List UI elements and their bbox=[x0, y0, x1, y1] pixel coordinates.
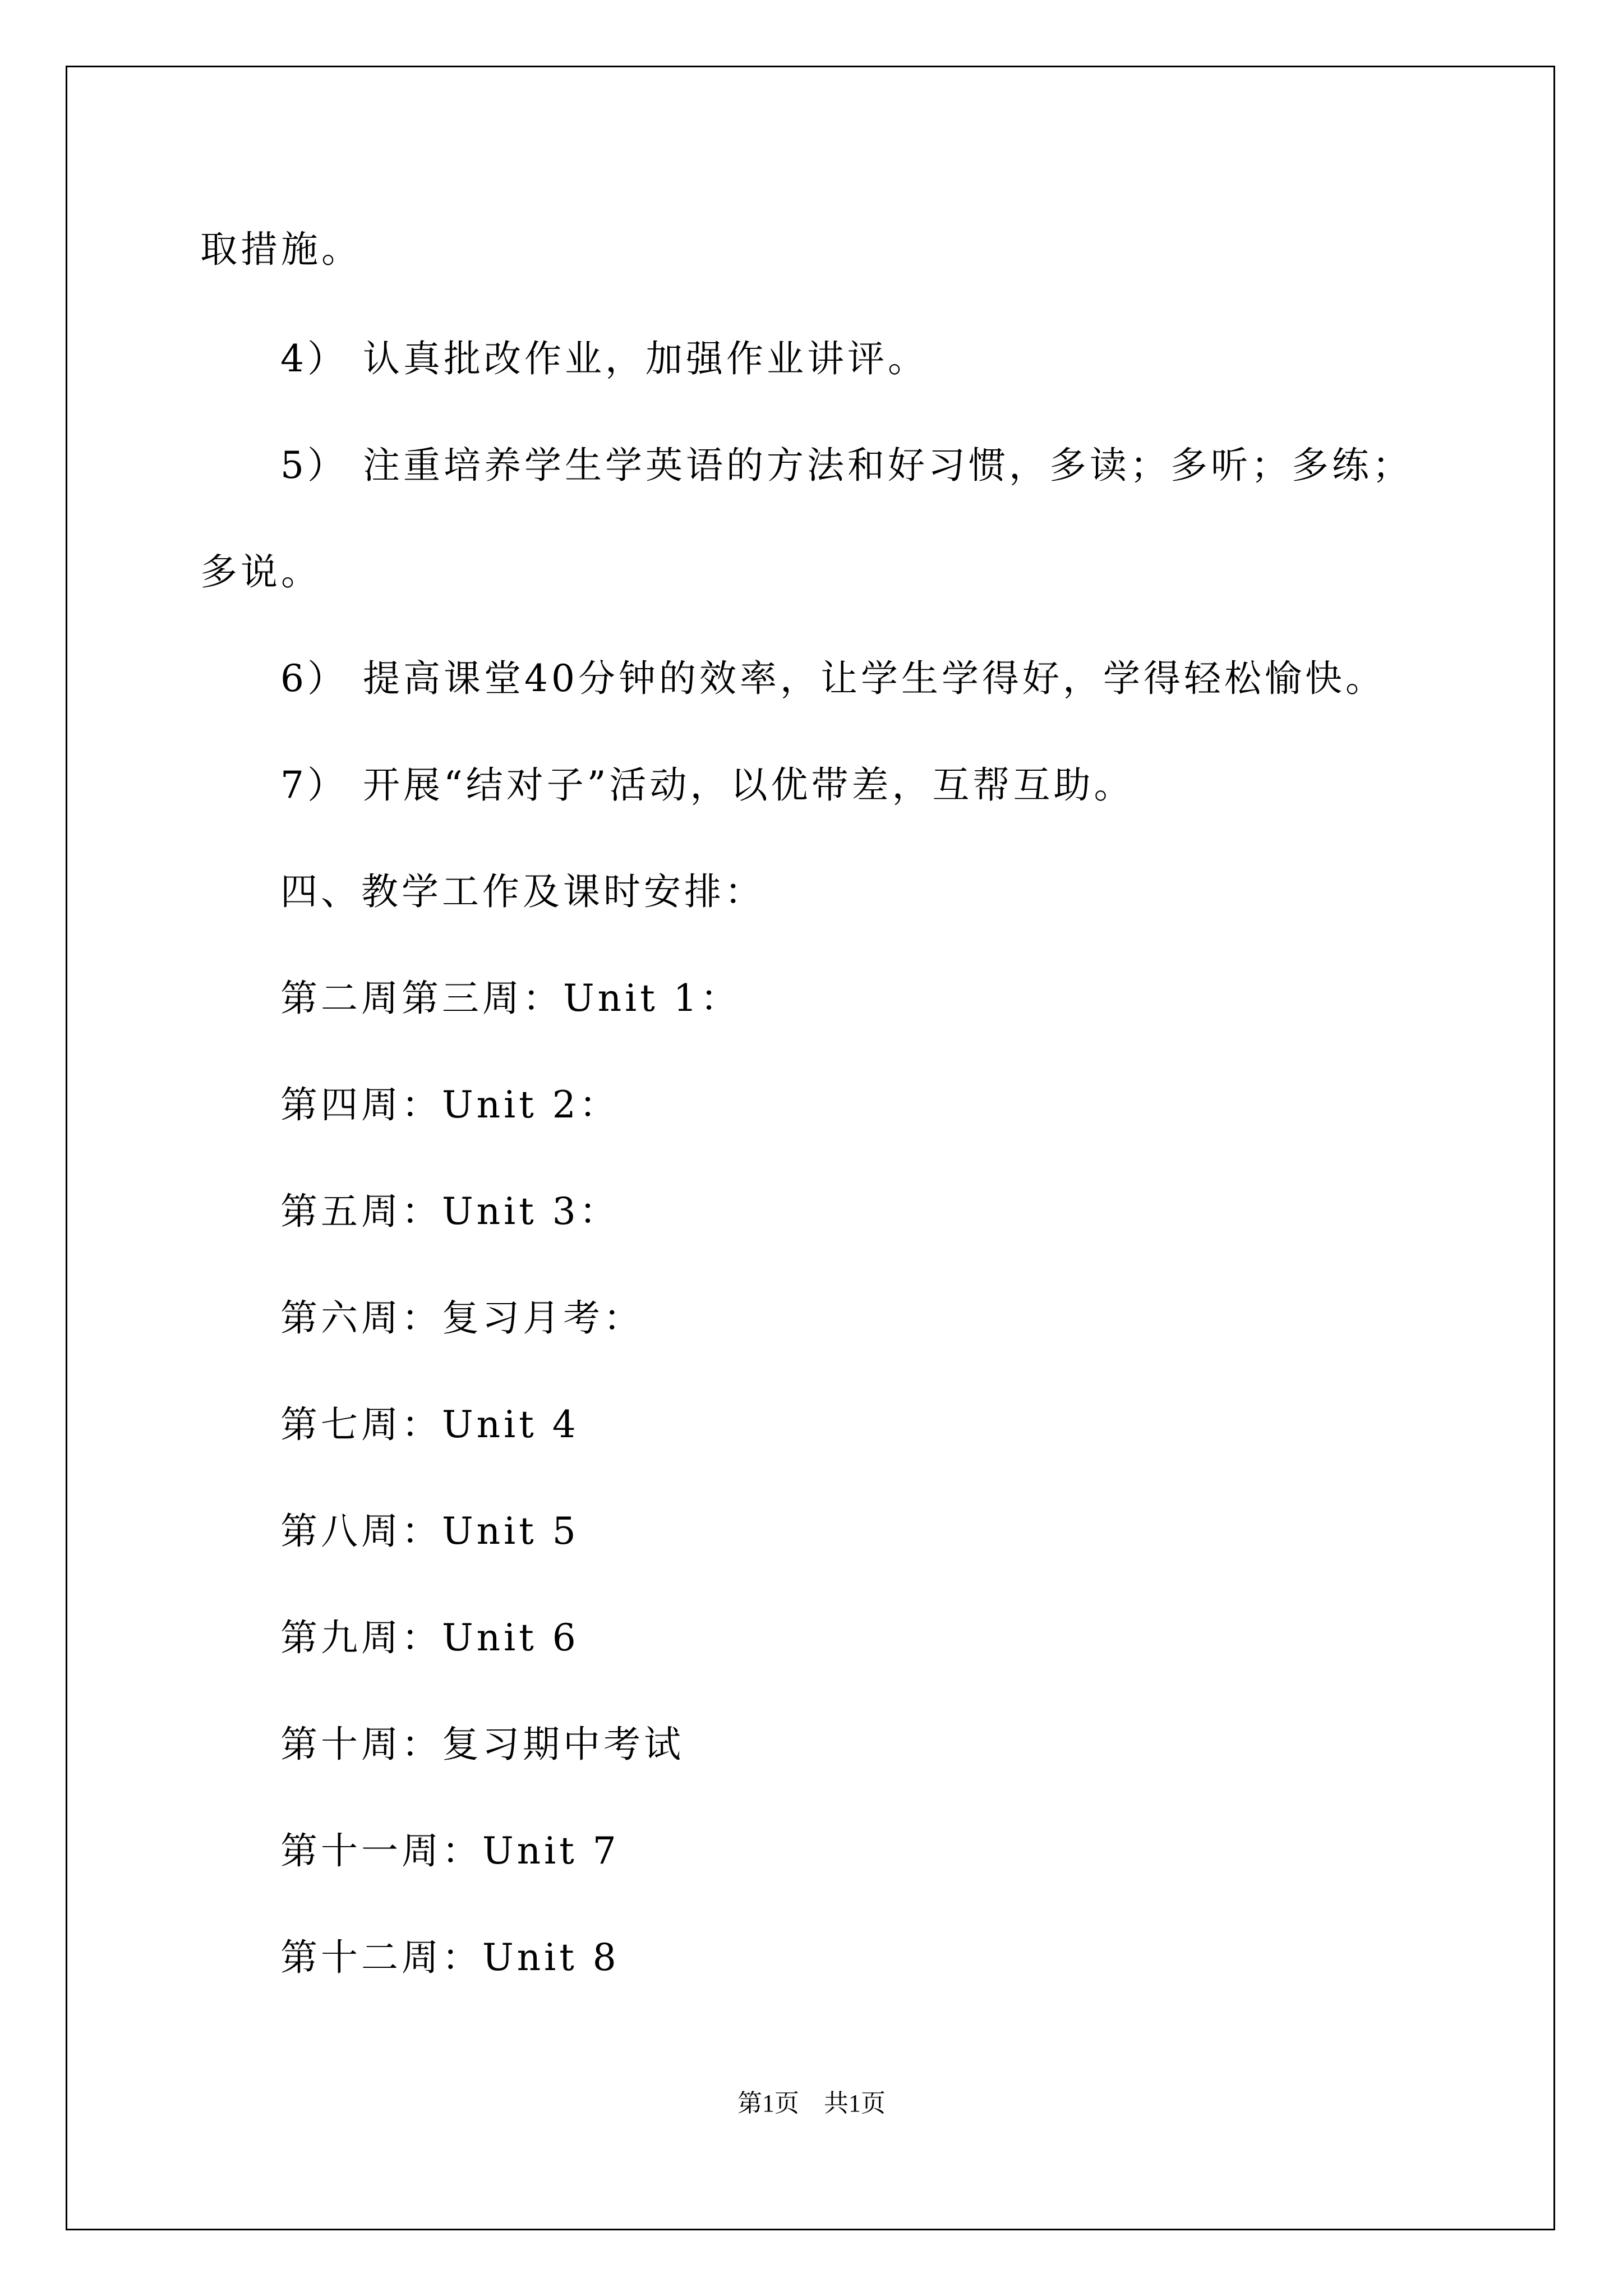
schedule-item: 第十周：复习期中考试 bbox=[280, 1723, 684, 1766]
text-line-3: 5） 注重培养学生学英语的方法和好习惯，多读；多听；多练； bbox=[280, 444, 1413, 487]
schedule-item: 第四周：Unit 2： bbox=[280, 1083, 620, 1126]
text-line-5: 6） 提高课堂40分钟的效率，让学生学得好，学得轻松愉快。 bbox=[280, 657, 1386, 700]
schedule-item: 第七周：Unit 4 bbox=[280, 1403, 579, 1446]
schedule-item: 第二周第三周：Unit 1： bbox=[280, 977, 741, 1020]
section-heading: 四、教学工作及课时安排： bbox=[280, 870, 765, 913]
text-line-1: 取措施。 bbox=[200, 228, 362, 271]
schedule-item: 第十二周：Unit 8 bbox=[280, 1936, 620, 1979]
text-line-4: 多说。 bbox=[200, 550, 321, 593]
text-line-6: 7） 开展“结对子”活动，以优带差，互帮互助。 bbox=[280, 763, 1135, 807]
schedule-item: 第六周：复习月考： bbox=[280, 1296, 644, 1340]
schedule-item: 第十一周：Unit 7 bbox=[280, 1829, 620, 1872]
schedule-item: 第五周：Unit 3： bbox=[280, 1190, 620, 1233]
page-border bbox=[66, 66, 1555, 2230]
text-line-2: 4） 认真批改作业，加强作业讲评。 bbox=[280, 337, 928, 380]
schedule-item: 第九周：Unit 6 bbox=[280, 1616, 579, 1659]
schedule-item: 第八周：Unit 5 bbox=[280, 1510, 579, 1553]
page-footer: 第1页 共1页 bbox=[737, 2090, 886, 2117]
